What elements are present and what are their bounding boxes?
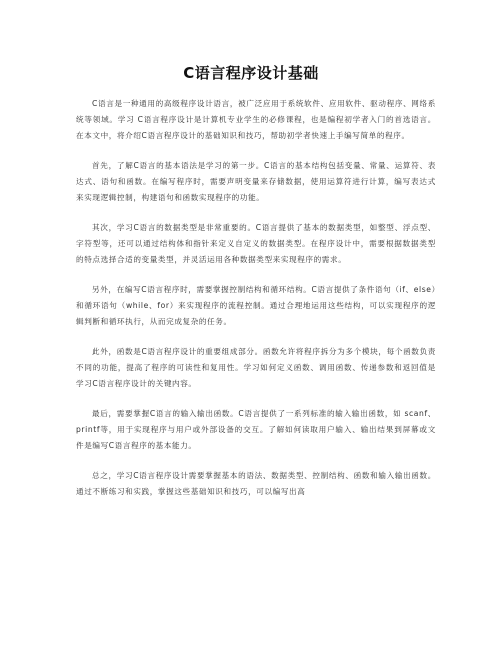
paragraph: 首先，了解C语言的基本语法是学习的第一步。C语言的基本结构包括变量、常量、运算符、表达式、语句和函数。在编写程序时，需要声明变量来存储数据，使用运算符进行计算，编写表达式来实现逻辑控制，构建语句和函数实现程序的功能。 bbox=[76, 161, 436, 202]
paragraph: 另外，在编写C语言程序时，需要掌握控制结构和循环结构。C语言提供了条件语句（if、else）和循环语句（while、for）来实现程序的流程控制。通过合理地运用这些结构，可以实现程序的逻辑判断和循环执行，从而完成复杂的任务。 bbox=[76, 285, 436, 326]
paragraph: C语言是一种通用的高级程序设计语言，被广泛应用于系统软件、应用软件、驱动程序、网络系统等领域。学习 C语言程序设计是计算机专业学生的必修课程，也是编程初学者入门的首选语言。在本文中，将介绍C语言程序设计的基础知识和技巧，帮助初学者快速上手编写简单的程序。 bbox=[76, 99, 436, 140]
paragraph: 最后，需要掌握C语言的输入输出函数。C语言提供了一系列标准的输入输出函数，如 scanf、printf等，用于实现程序与用户或外部设备的交互。了解如何读取用户输入、输出结果到屏幕或文件是编写C语言程序的基本能力。 bbox=[76, 409, 436, 450]
paragraph: 此外，函数是C语言程序设计的重要组成部分。函数允许将程序拆分为多个模块，每个函数负责不同的功能，提高了程序的可读性和复用性。学习如何定义函数、调用函数、传递参数和返回值是学习C语言程序设计的关键内容。 bbox=[76, 347, 436, 388]
document-body bbox=[76, 96, 436, 514]
document-title: C语言程序设计基础 bbox=[183, 64, 319, 82]
paragraph: 其次，学习C语言的数据类型是非常重要的。C语言提供了基本的数据类型，如整型、浮点型、字符型等，还可以通过结构体和指针来定义自定义的数据类型。在程序设计中，需要根据数据类型的特点选择合适的变量类型，并灵活运用各种数据类型来实现程序的需求。 bbox=[76, 223, 436, 264]
paragraph: 总之，学习C语言程序设计需要掌握基本的语法、数据类型、控制结构、函数和输入输出函数。通过不断练习和实践，掌握这些基础知识和技巧，可以编写出高 bbox=[76, 471, 436, 496]
